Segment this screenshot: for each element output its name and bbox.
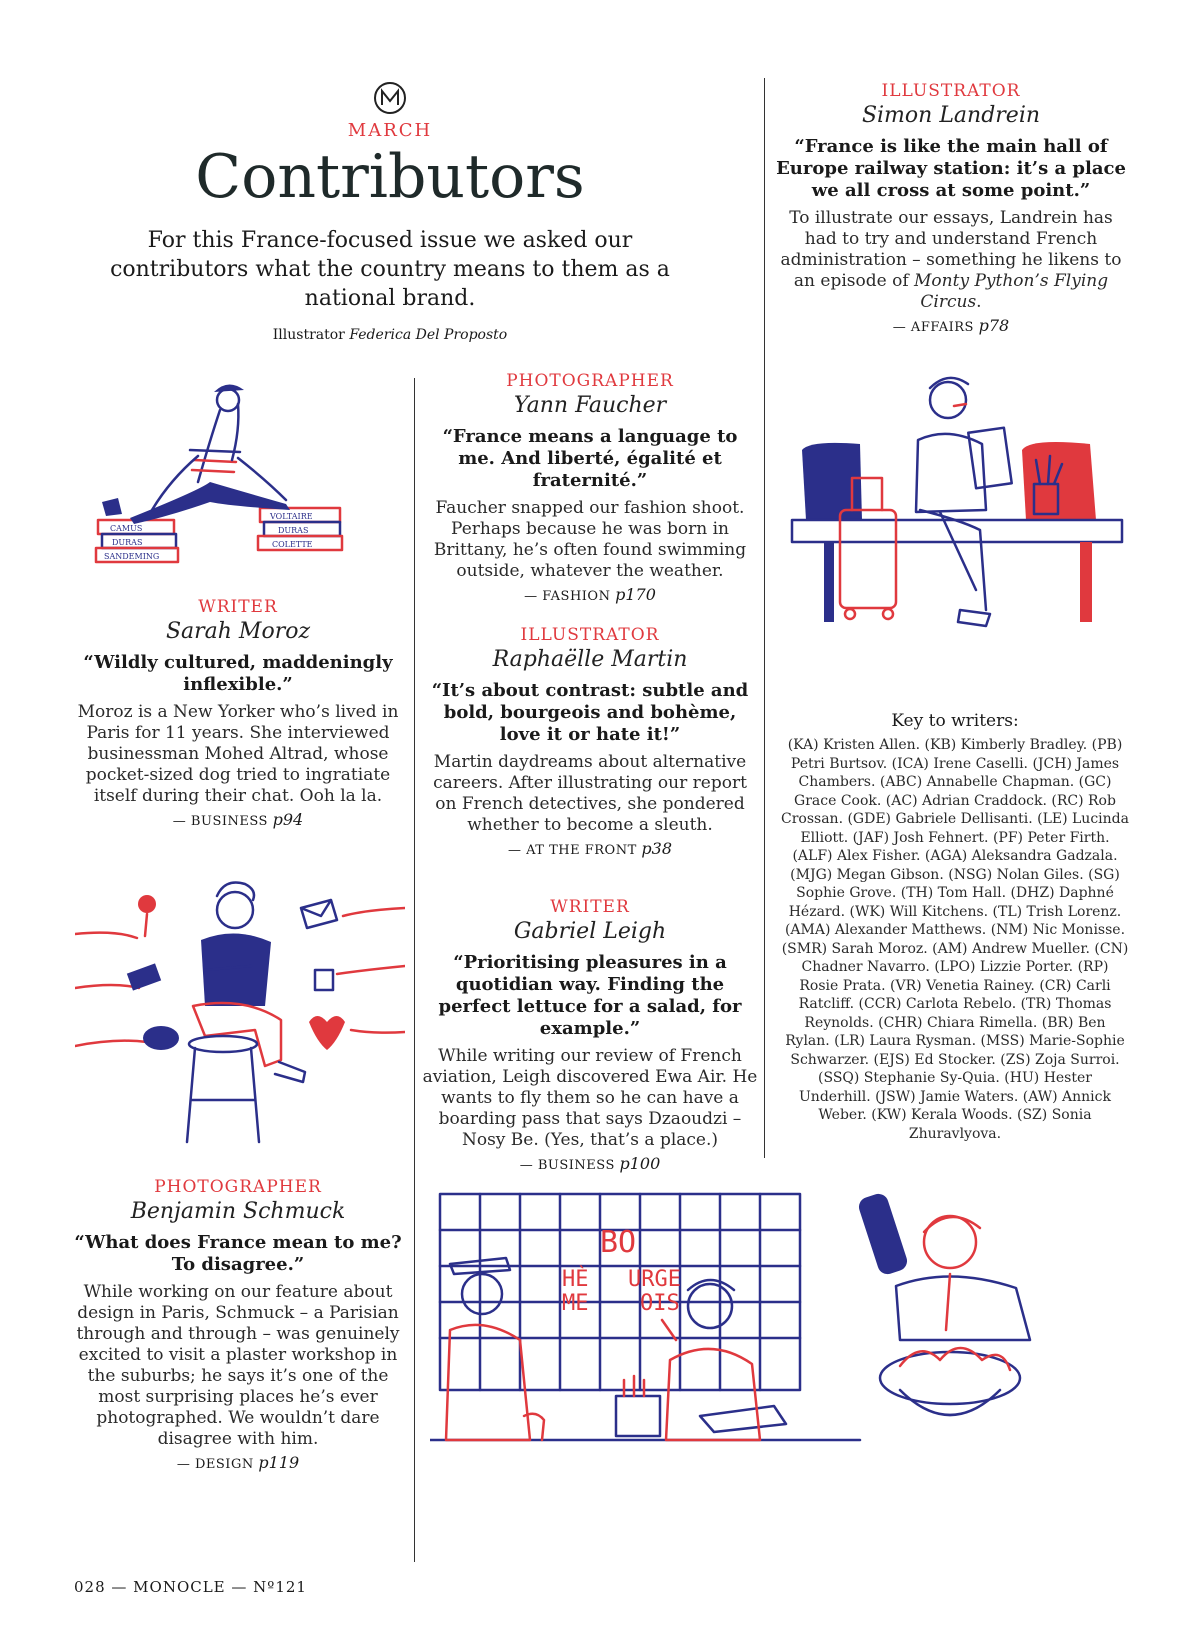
contributor-quote: “What does France mean to me? To disagree.” xyxy=(74,1232,402,1275)
contributor-name: Yann Faucher xyxy=(513,393,667,418)
book-title: DURAS xyxy=(112,538,143,547)
contributor-bio xyxy=(776,208,1126,313)
contributor-bio: Moroz is a New Yorker who’s lived in Paris for 11 years. She interviewed businessman Mohed Altrad, whose pocket-sized dog tried to ingratiate itself during their chat. Ooh la la. xyxy=(77,702,399,806)
illustration-splits-on-books xyxy=(90,370,400,570)
page-title: Contributors xyxy=(195,142,585,212)
credit-label: Illustrator xyxy=(272,327,345,343)
key-list: (KA) Kristen Allen. (KB) Kimberly Bradley. (PB) Petri Burtsov. (ICA) Irene Caselli. (JCH) James Chambers. (ABC) Annabelle Chapman. (GC) Grace Cook. (AC) Adrian Craddock. (RC) Rob Crossan. (GDE) Gabriele Dellisanti. (LE) Lucinda Elliott. (JAF) Josh Fehnert. (PF) Peter Firth. (ALF) Alex Fisher. (AGA) Aleksandra Gadzala. (MJG) Megan Gibson. (NSG) Nolan Giles. (SG) Sophie Grove. (TH) Tom Hall. (DHZ) Daphné Hézard. (WK) Will Kitchens. (TL) Trish Lorenz. (AMA) Alexander Matthews. (NM) Nic Monisse. (SMR) Sarah Moroz. (AM) Andrew Mueller. (CN) Chadner Navarro. (LPO) Lizzie Porter. (RP) Rosie Prata. (VR) Venetia Rainey. (CR) Carli Ratcliff. (CCR) Carlota Rebelo. (TR) Thomas Reynolds. (CHR) Chiara Rimella. (BR) Ben Rylan. (LR) Laura Rysman. (MSS) Marie-Sophie Schwarzer. (EJS) Ed Stocker. (ZS) Zoja Surroi. (SSQ) Stephanie Sy-Quia. (HU) Hester Underhill. (JSW) Jamie Waters. (AW) Annick Weber. (KW) Kerala Woods. (SZ) Sonia Zhuravlyova. xyxy=(781,737,1129,1142)
bio-end: . xyxy=(976,292,982,312)
contributor-name: Gabriel Leigh xyxy=(513,919,667,944)
contributor-quote: “France is like the main hall of Europe railway station: it’s a place we all cross at some point.” xyxy=(776,136,1126,201)
page-reference xyxy=(776,317,1126,337)
page-number: p170 xyxy=(615,585,656,604)
contributor-quote: “Wildly cultured, maddeningly inflexible.” xyxy=(83,652,393,695)
contributor-role: WRITER xyxy=(550,897,630,917)
monocle-logo-icon xyxy=(372,80,408,116)
board-word-top: BO xyxy=(600,1225,637,1260)
page-number: p119 xyxy=(258,1453,300,1472)
contributor-name: Simon Landrein xyxy=(861,103,1041,128)
page-number: p78 xyxy=(978,316,1010,335)
board-word-left-2: ME xyxy=(562,1291,589,1316)
page-reference xyxy=(422,586,758,606)
contributor-role: ILLUSTRATOR xyxy=(881,81,1021,101)
contributor-quote: “France means a language to me. And liberté, égalité et fraternité.” xyxy=(442,426,738,491)
page-number: p100 xyxy=(619,1154,661,1173)
column-divider-right xyxy=(764,78,765,1158)
illustration-man-on-stool xyxy=(75,870,405,1150)
page-header xyxy=(90,80,690,343)
book-title: COLETTE xyxy=(272,540,313,549)
contributor-quote: “It’s about contrast: subtle and bold, bourgeois and bohème, love it or hate it!” xyxy=(431,680,749,745)
section-name: — DESIGN xyxy=(176,1457,254,1472)
contributor-simon-landrein xyxy=(776,80,1126,337)
section-name: — AFFAIRS xyxy=(892,320,974,335)
contributor-quote: “Prioritising pleasures in a quotidian way. Finding the perfect lettuce for a salad, for example.” xyxy=(438,952,742,1039)
key-to-writers xyxy=(780,710,1130,1143)
page-folio: 028 — MONOCLE — Nº121 xyxy=(74,1578,307,1596)
contributor-role: WRITER xyxy=(198,597,278,617)
key-title: Key to writers: xyxy=(891,711,1019,731)
contributor-bio: While working on our feature about design in Paris, Schmuck – a Parisian through and through – was genuinely excited to visit a plaster workshop in the suburbs; he says it’s one of the most surprising places he’s ever photographed. We wouldn’t dare disagree with him. xyxy=(76,1282,400,1449)
contributor-bio: While writing our review of French aviation, Leigh discovered Ewa Air. He wants to fly them so he can have a boarding pass that says Dzaoudzi – Nosy Be. (Yes, that’s a place.) xyxy=(422,1046,758,1150)
section-name: — BUSINESS xyxy=(519,1158,615,1173)
section-name: — FASHION xyxy=(524,589,611,604)
book-title: CAMUS xyxy=(110,524,143,533)
contributor-role: ILLUSTRATOR xyxy=(520,625,660,645)
book-title: SANDEMING xyxy=(104,552,160,561)
contributor-name: Raphaëlle Martin xyxy=(492,647,688,672)
section-name: — AT THE FRONT xyxy=(507,843,637,858)
board-word-right-1: URGE xyxy=(628,1267,681,1292)
issue-month: MARCH xyxy=(347,120,433,141)
page-number: p94 xyxy=(272,810,304,829)
illustration-man-on-bench xyxy=(790,360,1130,650)
contributor-name: Benjamin Schmuck xyxy=(130,1199,346,1224)
page-reference xyxy=(70,1454,406,1474)
contributor-bio: Faucher snapped our fashion shoot. Perhaps because he was born in Brittany, he’s often found swimming outside, whatever the weather. xyxy=(433,498,747,581)
contributor-yann-faucher xyxy=(422,370,758,606)
illustration-boheme-bourgeois xyxy=(430,1190,1140,1540)
page-reference xyxy=(422,840,758,860)
board-word-left-1: HÈ xyxy=(562,1267,589,1292)
page-number: p38 xyxy=(641,839,672,858)
bio-text: To illustrate our essays, Landrein has had to try and understand French administration – something he likens to an episode of xyxy=(780,208,1122,291)
bio-italic: Monty Python’s Flying Circus xyxy=(914,271,1109,312)
contributor-role: PHOTOGRAPHER xyxy=(154,1177,322,1197)
contributor-benjamin-schmuck xyxy=(70,1176,406,1474)
page-reference xyxy=(422,1155,758,1175)
contributor-sarah-moroz xyxy=(70,596,406,831)
book-title: DURAS xyxy=(278,526,309,535)
contributor-name: Sarah Moroz xyxy=(165,619,311,644)
book-title: VOLTAIRE xyxy=(270,512,313,521)
credit-name: Federica Del Proposto xyxy=(349,327,508,343)
section-name: — BUSINESS xyxy=(172,814,268,829)
contributor-bio: Martin daydreams about alternative careers. After illustrating our report on French detectives, she pondered whether to become a sleuth. xyxy=(433,752,747,835)
contributor-raphaelle-martin xyxy=(422,624,758,860)
board-word-right-2: OIS xyxy=(640,1291,680,1316)
intro-text: For this France-focused issue we asked our contributors what the country means to them as a national brand. xyxy=(110,228,670,311)
contributor-role: PHOTOGRAPHER xyxy=(506,371,674,391)
contributor-gabriel-leigh xyxy=(422,896,758,1175)
column-divider-middle xyxy=(414,378,415,1562)
header-credit xyxy=(90,327,690,343)
page-reference xyxy=(70,811,406,831)
